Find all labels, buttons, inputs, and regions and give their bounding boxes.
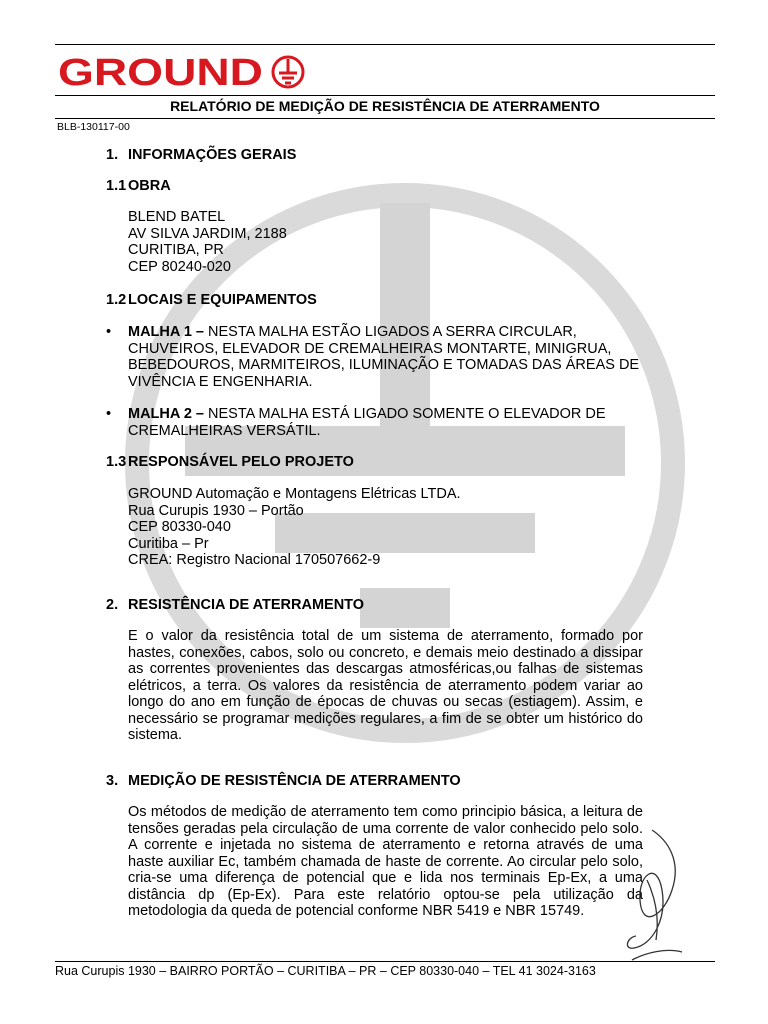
malha-1-item: MALHA 1 – NESTA MALHA ESTÃO LIGADOS A SERRA CIRCULAR, CHUVEIROS, ELEVADOR DE CREMALHEIRAS MONTARTE, MINIGRUA, BEBEDOUROS, MARMITEIROS, ILUMINAÇÃO E TOMADAS DAS ÁREAS DE VIVÊNCIA E ENGENHARIA. xyxy=(128,324,640,390)
section-1-2-heading: 1.2 LOCAIS E EQUIPAMENTOS xyxy=(106,292,317,308)
responsavel-details: GROUND Automação e Montagens Elétricas LTDA. Rua Curupis 1930 – Portão CEP 80330-040 Curitiba – Pr CREA: Registro Nacional 170507662-9 xyxy=(128,486,461,568)
logo-text: GROUND xyxy=(58,54,263,90)
section-2-heading: 2. RESISTÊNCIA DE ATERRAMENTO xyxy=(106,597,365,613)
footer-address: Rua Curupis 1930 – BAIRRO PORTÃO – CURITIBA – PR – CEP 80330-040 – TEL 41 3024-3163 xyxy=(55,964,596,978)
footer-rule xyxy=(55,961,715,962)
signature-icon xyxy=(612,820,692,970)
obra-address: BLEND BATEL AV SILVA JARDIM, 2188 CURITIBA, PR CEP 80240-020 xyxy=(128,209,287,275)
section-3-body: Os métodos de medição de aterramento tem como principio básica, a leitura de tensões geradas pela circulação de uma corrente de valor conhecido pelo solo. A corrente e injetada no sistema de aterramento e retorna através de uma haste auxiliar Ec, também chamada de haste de corrente. Ao circular pelo solo, cria-se uma diferença de potencial que e lida nos terminais Ep-Ex, a uma distância dp (Ep-Ex). Para este relatório optou-se pela utilização da metodologia da queda de potencial conforme NBR 5419 e NBR 15749. xyxy=(128,804,643,919)
document-title: RELATÓRIO DE MEDIÇÃO DE RESISTÊNCIA DE ATERRAMENTO xyxy=(170,98,600,114)
malha-2-item: MALHA 2 – NESTA MALHA ESTÁ LIGADO SOMENTE O ELEVADOR DE CREMALHEIRAS VERSÁTIL. xyxy=(128,406,606,439)
section-1-1-heading: 1.1 OBRA xyxy=(106,178,171,194)
document-code: BLB-130117-00 xyxy=(57,121,130,133)
bullet-icon: • xyxy=(106,406,112,422)
section-3-heading: 3. MEDIÇÃO DE RESISTÊNCIA DE ATERRAMENTO xyxy=(106,773,461,789)
section-1-heading: 1. INFORMAÇÕES GERAIS xyxy=(106,147,297,163)
section-1-3-heading: 1.3 RESPONSÁVEL PELO PROJETO xyxy=(106,454,354,470)
bullet-icon: • xyxy=(106,324,112,340)
section-2-body: E o valor da resistência total de um sistema de aterramento, formado por hastes, conexões, cabos, solo ou concreto, e demais meio destinado a dissipar as correntes provenientes das descargas atmosféricas,ou falhas de sistemas elétricos, a terra. Os valores da resistência de aterramento podem variar ao longo do ano em função de épocas de chuvas ou secas (estiagem). Assim, e necessário se programar medições regulares, a fim de se obter um histórico do sistema. xyxy=(128,628,643,743)
